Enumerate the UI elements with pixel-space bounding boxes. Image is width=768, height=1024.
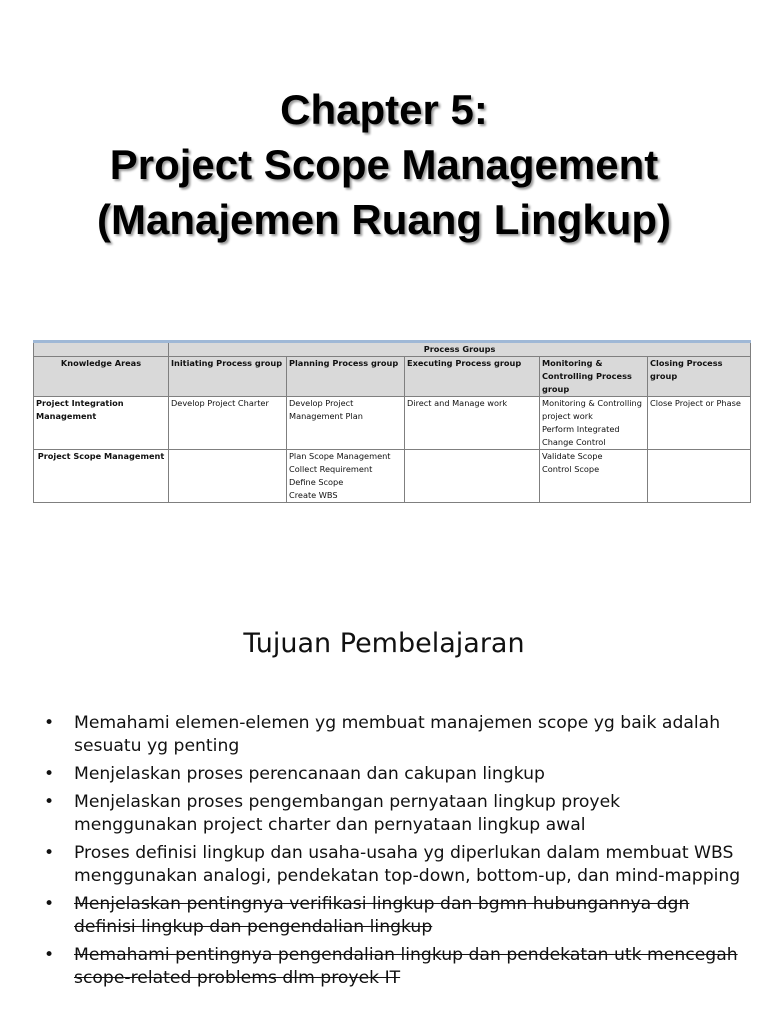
title-line-3: (Manajemen Ruang Lingkup) [96,196,671,243]
list-item-text: Menjelaskan proses perencanaan dan cakupan lingkup [74,764,545,784]
table-row [34,450,751,503]
table-cell [169,450,287,503]
cell-line: Management Plan [289,411,363,421]
cell-line: Define Scope [289,477,344,487]
bullet-icon: • [44,764,55,784]
column-header: Monitoring & Controlling Process group [540,357,648,397]
list-item-text: Memahami pentingnya pengendalian lingkup dan pendekatan utk mencegah scope-related problems dlm proyek IT [74,945,738,988]
list-item [42,944,742,990]
empty-header-cell [34,342,169,357]
list-item-text: Menjelaskan proses pengembangan pernyataan lingkup proyek menggunakan project charter dan pernyataan lingkup awal [74,792,621,835]
bullet-icon: • [44,713,55,733]
table-cell [287,450,405,503]
list-item-text: Memahami elemen-elemen yg membuat manajemen scope yg baik adalah sesuatu yg penting [74,713,721,756]
column-header: Planning Process group [287,357,405,397]
cell-line: Plan Scope Management [289,451,391,461]
table-cell: Close Project or Phase [648,397,751,450]
table-cell [648,450,751,503]
cell-line: Change Control [542,437,606,447]
table-cell [287,397,405,450]
column-header: Initiating Process group [169,357,287,397]
process-groups-header: Process Groups [169,342,751,357]
table-row [34,397,751,450]
process-groups-table [33,340,751,503]
table-cell: Direct and Manage work [405,397,540,450]
column-header: Closing Process group [648,357,751,397]
cell-line: Validate Scope [542,451,603,461]
cell-line: Develop Project [289,398,354,408]
cell-line: project work [542,411,593,421]
list-item-text: Proses definisi lingkup dan usaha-usaha yg diperlukan dalam membuat WBS menggunakan analogi, pendekatan top-down, bottom-up, dan mind-mapping [74,843,741,886]
bullet-icon: • [44,792,55,812]
bullet-icon: • [44,945,55,965]
objectives-heading: Tujuan Pembelajaran [243,628,525,659]
list-item-text: Menjelaskan pentingnya verifikasi lingkup dan bgmn hubungannya dgn definisi lingkup dan pengendalian lingkup [74,894,690,937]
title-line-2: Project Scope Management [109,141,659,188]
table-header-row [34,342,751,357]
knowledge-area-cell: Project Scope Management [34,450,169,503]
list-item [42,712,742,758]
table-cell [405,450,540,503]
column-header: Executing Process group [405,357,540,397]
bullet-icon: • [44,894,55,914]
title-line-1: Chapter 5: [280,86,488,133]
knowledge-area-cell: Project Integration Management [34,397,169,450]
table-cell: Develop Project Charter [169,397,287,450]
objectives-list [42,712,742,995]
table-cell [540,450,648,503]
cell-line: Monitoring & Controlling [542,398,642,408]
slide-title [0,82,768,247]
list-item [42,791,742,837]
column-header-row [34,357,751,397]
table-cell [540,397,648,450]
cell-line: Perform Integrated [542,424,620,434]
cell-line: Collect Requirement [289,464,373,474]
cell-line: Control Scope [542,464,600,474]
list-item [42,893,742,939]
list-item [42,763,742,786]
list-item [42,842,742,888]
bullet-icon: • [44,843,55,863]
cell-line: Create WBS [289,490,338,500]
column-header: Knowledge Areas [34,357,169,397]
slide-objectives-section [0,512,768,1024]
